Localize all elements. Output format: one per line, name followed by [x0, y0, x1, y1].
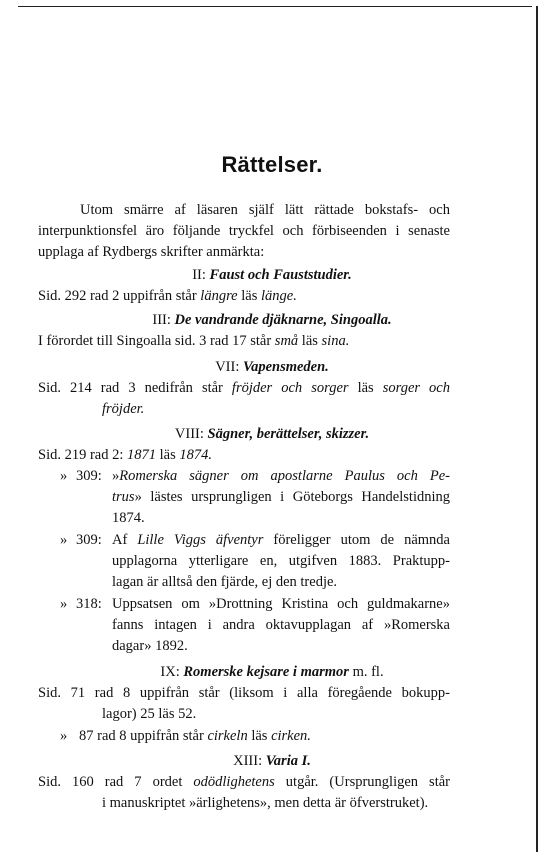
continuation-line: upplagorna ytterligare en, utgifven 1883. Praktupp-: [112, 553, 450, 569]
section-number: VII:: [215, 359, 240, 375]
correction-line: [38, 331, 349, 352]
text: läs: [247, 728, 272, 744]
wrong-word: längre: [200, 288, 238, 304]
continuation-line: lagan är alltså den fjärde, ej den tredje.: [112, 574, 338, 590]
correct-word: länge.: [260, 288, 297, 304]
text: Sid. 219 rad 2:: [38, 447, 128, 463]
wrong-word: cirkeln: [207, 728, 248, 744]
intro-line: upplaga af Rydbergs skrifter anmärkta:: [38, 244, 265, 260]
section-number: III:: [152, 312, 171, 328]
section-name: Varia I.: [265, 753, 311, 769]
work-title: trus: [112, 489, 135, 505]
text: läs: [348, 380, 383, 396]
correction-line: [38, 286, 297, 307]
continuation-line: 1874.: [112, 510, 145, 526]
section-name: De vandrande djäknarne, Singoalla.: [174, 312, 392, 328]
continuation-line: dagar» 1892.: [112, 638, 188, 654]
section-name: Vapensmeden.: [243, 359, 329, 375]
page-top-rule: [18, 6, 532, 7]
section-heading: [0, 357, 544, 378]
continuation-line: [112, 487, 450, 508]
section-name: Sägner, berättelser, skizzer.: [207, 426, 370, 442]
continuation-line: lagor) 25 läs 52.: [102, 706, 197, 722]
wrong-word: små: [274, 333, 299, 349]
section-heading: [0, 310, 544, 331]
ditto-mark: »: [60, 728, 68, 744]
text: Sid. 292 rad 2 uppifrån står: [38, 288, 201, 304]
work-title: Romerska sägner om apostlarne Paulus och Pe-: [119, 468, 450, 484]
text: Sid. 214 rad 3 nedifrån står: [38, 380, 232, 396]
page-title: Rättelser.: [221, 152, 323, 177]
section-heading: [0, 751, 544, 772]
text: Sid. 160 rad 7 ordet: [38, 774, 194, 790]
text: föreligger utom de nämnda: [263, 532, 450, 548]
continuation-line: fanns intagen i andra oktavupplagan af »Romerska: [112, 617, 450, 633]
work-title: Lille Viggs äfventyr: [137, 532, 264, 548]
ditto-mark: »: [60, 468, 68, 484]
correction-line: [38, 378, 450, 399]
wrong-word: fröjder och sorger: [231, 380, 349, 396]
page-ref: 309:: [76, 532, 102, 548]
text: läs: [298, 333, 322, 349]
section-name: Romerske kejsare i marmor: [183, 664, 349, 680]
correction-line: Uppsatsen om »Drottning Kristina och guldmakarne»: [112, 596, 450, 612]
section-number: XIII:: [233, 753, 263, 769]
ditto-mark: »: [60, 532, 68, 548]
text: »: [112, 468, 120, 484]
text: läs: [237, 288, 261, 304]
text: utgår. (Ursprungligen står: [274, 774, 450, 790]
text: » lästes ursprungligen i Göteborgs Handelstidning: [134, 489, 450, 505]
intro-line: Utom smärre af läsaren själf lätt rättade bokstafs- och: [80, 202, 450, 218]
text: Af: [112, 532, 138, 548]
text: 87 rad 8 uppifrån står: [79, 728, 208, 744]
page-ref: 309:: [76, 468, 102, 484]
correction-line: [112, 530, 450, 551]
correct-word: sina.: [321, 333, 350, 349]
continuation-line: fröjder.: [102, 401, 145, 417]
intro-line: interpunktionsfel äro följande tryckfel och förbiseenden i senaste: [38, 223, 450, 239]
text: I förordet till Singoalla sid. 3 rad 17 står: [38, 333, 275, 349]
page-ref: 318:: [76, 596, 102, 612]
section-number: IX:: [160, 664, 180, 680]
correction-line: [112, 466, 450, 487]
correction-line: Sid. 71 rad 8 uppifrån står (liksom i alla föregående bokupp-: [38, 685, 450, 701]
correct-word: cirken.: [271, 728, 311, 744]
deleted-word: odödlighetens: [193, 774, 275, 790]
wrong-word: 1871: [127, 447, 157, 463]
correction-line: [79, 726, 311, 747]
section-heading: [0, 662, 544, 683]
section-suffix: m. fl.: [348, 664, 384, 680]
ditto-mark: »: [60, 596, 68, 612]
text: läs: [156, 447, 180, 463]
section-heading: [0, 265, 544, 286]
section-number: VIII:: [174, 426, 204, 442]
correction-line: [38, 445, 212, 466]
correct-word: 1874.: [179, 447, 212, 463]
section-number: II:: [192, 267, 206, 283]
section-name: Faust och Fauststudier.: [209, 267, 352, 283]
section-heading: [0, 424, 544, 445]
continuation-line: i manuskriptet »ärlighetens», men detta är öfverstruket).: [102, 795, 429, 811]
correct-word: sorger och: [382, 380, 450, 396]
correction-line: [38, 772, 450, 793]
